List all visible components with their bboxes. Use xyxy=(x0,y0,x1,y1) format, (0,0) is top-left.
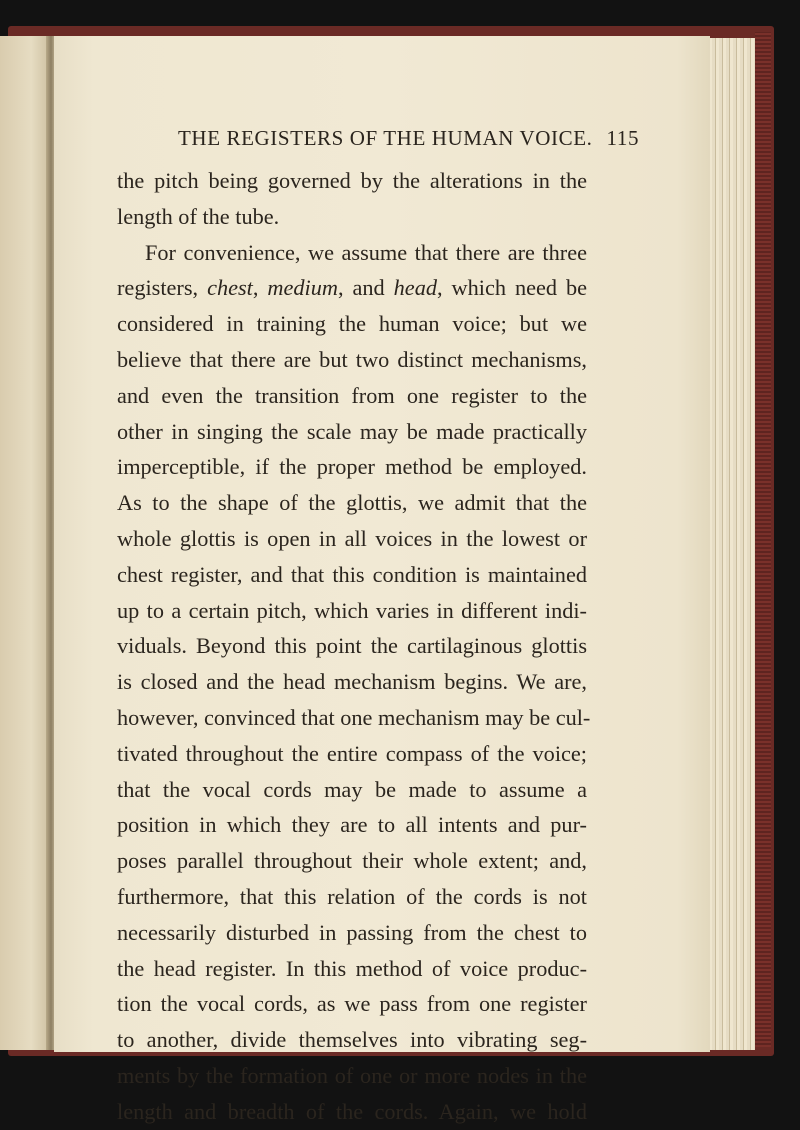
page-number: 115 xyxy=(606,125,640,150)
cover-edge xyxy=(755,32,771,1047)
text-segment: the pitch being governed by the alterations in the xyxy=(117,168,587,193)
text-segment: to another, divide themselves into vibrating seg- xyxy=(117,1027,587,1053)
italic-term: chest xyxy=(207,275,253,301)
text-segment: tion the vocal cords, as we pass from one register xyxy=(117,991,587,1017)
running-header xyxy=(178,123,640,153)
text-line xyxy=(117,342,587,378)
text-segment: poses parallel throughout their whole extent; and, xyxy=(117,848,587,874)
text-line xyxy=(117,1022,587,1058)
italic-term: head xyxy=(393,275,437,301)
text-line xyxy=(117,1058,587,1094)
text-segment: registers, xyxy=(117,275,208,301)
text-line xyxy=(117,199,587,235)
text-line xyxy=(117,270,587,306)
text-line xyxy=(117,628,587,664)
text-line xyxy=(117,593,587,629)
text-line xyxy=(117,235,587,271)
text-segment: believe that there are but two distinct mechanisms, xyxy=(117,346,587,372)
text-segment: , xyxy=(252,275,268,301)
text-segment: necessarily disturbed in passing from the chest to xyxy=(117,919,587,945)
text-segment: length and breadth of the cords. Again, we hold xyxy=(117,1098,587,1124)
page-stack-edge xyxy=(705,38,755,1050)
text-segment: up to a certain pitch, which varies in different indi- xyxy=(117,597,587,623)
text-line xyxy=(117,879,587,915)
text-segment: however, convinced that one mechanism may be cul- xyxy=(117,704,591,730)
text-line xyxy=(117,1094,587,1130)
text-segment: ments by the formation of one or more nodes in the xyxy=(117,1062,587,1088)
text-line xyxy=(117,700,591,736)
text-line xyxy=(117,306,587,342)
text-line xyxy=(117,951,587,987)
text-segment: length of the tube. xyxy=(117,203,280,229)
text-line xyxy=(117,986,587,1022)
text-segment: whole glottis is open in all voices in the lowest or xyxy=(117,525,587,551)
text-segment: considered in training the human voice; but we xyxy=(117,311,587,337)
text-line xyxy=(117,736,587,772)
text-line xyxy=(117,414,587,450)
text-line xyxy=(117,163,587,199)
left-page-edge xyxy=(0,36,52,1050)
body-text xyxy=(117,163,591,1130)
text-line xyxy=(117,807,587,843)
text-segment: tivated throughout the entire compass of the voice; xyxy=(117,740,587,766)
text-segment: the head register. In this method of voice produc- xyxy=(117,955,587,981)
text-segment: furthermore, that this relation of the cords is not xyxy=(117,883,587,909)
text-line xyxy=(117,557,587,593)
text-segment: is closed and the head mechanism begins. We are, xyxy=(117,669,587,695)
italic-term: medium xyxy=(267,275,338,301)
text-segment: , which need be xyxy=(437,275,588,301)
text-line xyxy=(117,485,587,521)
text-segment: chest register, and that this condition is maintained xyxy=(117,561,587,587)
text-segment: other in singing the scale may be made practically xyxy=(117,418,587,444)
text-segment: For convenience, we assume that there are three xyxy=(145,239,587,265)
text-line xyxy=(117,449,587,485)
text-line xyxy=(117,664,587,700)
text-segment: position in which they are to all intents and pur- xyxy=(117,812,587,838)
running-title: THE REGISTERS OF THE HUMAN VOICE. xyxy=(178,125,593,150)
text-line xyxy=(117,843,587,879)
text-segment: As to the shape of the glottis, we admit that the xyxy=(117,490,587,516)
text-line xyxy=(117,915,587,951)
text-line xyxy=(117,378,587,414)
text-segment: , and xyxy=(338,275,394,301)
text-segment: and even the transition from one register to the xyxy=(117,382,587,408)
text-segment: that the vocal cords may be made to assume a xyxy=(117,776,587,802)
text-segment: viduals. Beyond this point the cartilaginous glottis xyxy=(117,633,587,659)
text-line xyxy=(117,772,587,808)
text-line xyxy=(117,521,587,557)
text-segment: imperceptible, if the proper method be employed. xyxy=(117,454,587,480)
